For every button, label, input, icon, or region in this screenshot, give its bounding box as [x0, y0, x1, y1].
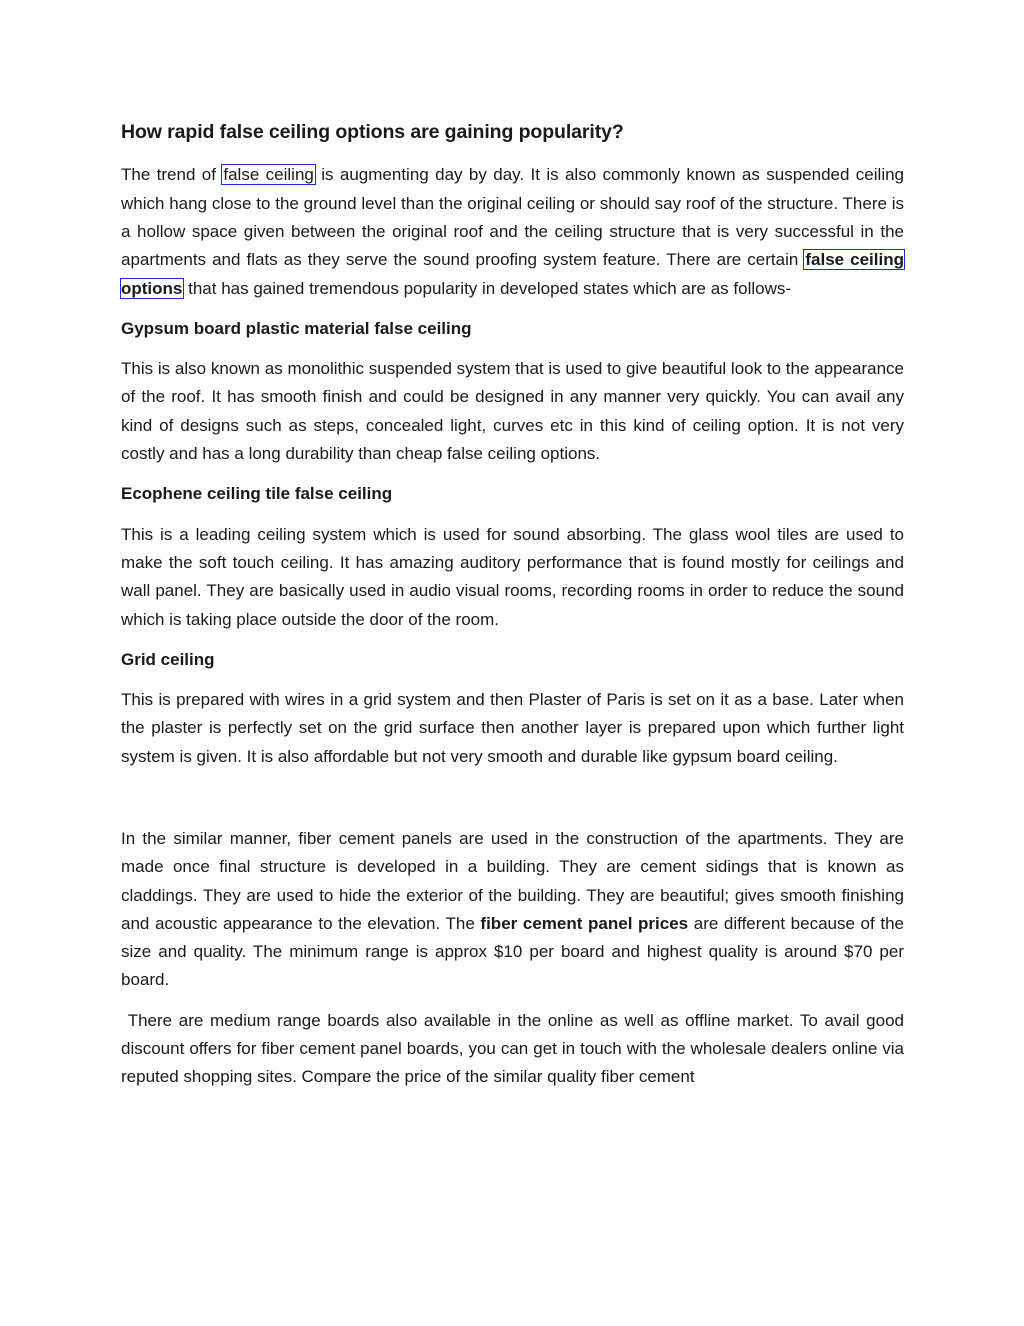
intro-paragraph	[121, 161, 904, 302]
closing-paragraph: There are medium range boards also available in the online as well as offline market. To avail good discount offers for fiber cement panel boards, you can get in touch with the wholesale dealers online via reputed shopping sites. Compare the price of the similar quality fiber cement	[121, 1010, 909, 1087]
fiber-text-1: In the similar manner, fiber cement panels are used in the construction of the apartments. They are made once final structure is developed in a building. They are cement sidings that is known as claddings. They are used to hide the exterior of the building. They are beautiful; gives smooth finishing and acoustic appearance to the elevation. The	[121, 828, 904, 933]
false-ceiling-link[interactable]: false ceiling	[223, 165, 314, 185]
fiber-cement-prices-bold: fiber cement panel prices	[480, 913, 689, 933]
section-heading-ecophene: Ecophene ceiling tile false ceiling	[121, 484, 393, 504]
section-body-ecophene: This is a leading ceiling system which is used for sound absorbing. The glass wool tiles are used to make the soft touch ceiling. It has amazing auditory performance that is found mostly for ceilings and wall panel. They are basically used in audio visual rooms, recording rooms in order to reduce the sound which is taking place outside the door of the room.	[121, 524, 904, 629]
fiber-text-2: are different because of the size and quality. The minimum range is approx $10 per board and highest quality is around $70 per board.	[121, 913, 904, 990]
document-content	[121, 120, 909, 1104]
section-heading-grid: Grid ceiling	[121, 649, 215, 669]
intro-text-2: is augmenting day by day. It is also commonly known as suspended ceiling which hang close to the ground level than the original ceiling or should say roof of the structure. There is a hollow space given between the original roof and the ceiling structure that is very successful in the apartments and flats as they serve the sound proofing system feature. There are certain	[121, 165, 905, 270]
false-ceiling-options-link[interactable]: false ceiling options	[121, 250, 904, 298]
section-heading-gypsum: Gypsum board plastic material false ceiling	[121, 318, 472, 338]
fiber-cement-paragraph	[121, 825, 904, 995]
page-title: How rapid false ceiling options are gaining popularity?	[121, 121, 624, 143]
intro-text-3: that has gained tremendous popularity in developed states which are as follows-	[183, 278, 792, 298]
section-body-gypsum: This is also known as monolithic suspended system that is used to give beautiful look to the appearance of the roof. It has smooth finish and could be designed in any manner very quickly. You can avail any kind of designs such as steps, concealed light, curves etc in this kind of ceiling option. It is not very costly and has a long durability than cheap false ceiling options.	[121, 359, 904, 464]
intro-text-1: The trend of	[121, 165, 223, 185]
blank-spacer	[121, 783, 904, 825]
section-body-grid: This is prepared with wires in a grid system and then Plaster of Paris is set on it as a base. Later when the plaster is perfectly set on the grid surface then another layer is prepared upon which further light system is given. It is also affordable but not very smooth and durable like gypsum board ceiling.	[121, 690, 904, 766]
